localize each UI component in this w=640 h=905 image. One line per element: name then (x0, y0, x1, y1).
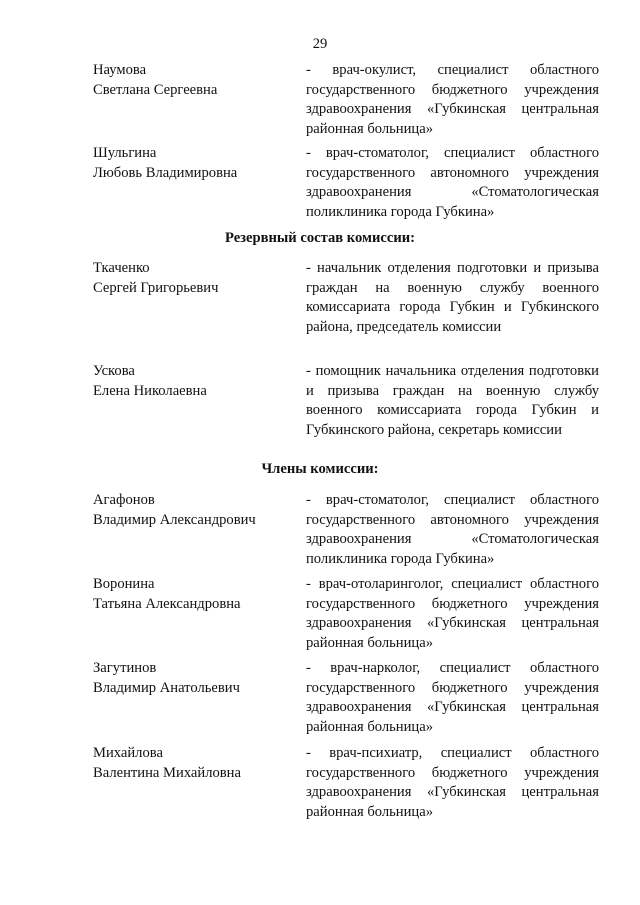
member-role: - начальник отделения подготовки и призыва граждан на военную службу военного комиссариата города Губкин и Губкинского района, председатель комиссии (306, 260, 599, 335)
member-surname: Ускова (93, 363, 135, 379)
member-surname: Воронина (93, 576, 155, 592)
member-role: - врач-нарколог, специалист областного государственного бюджетного учреждения здравоохранения «Губкинская центральная районная больница» (306, 660, 599, 735)
member-given-name: Валентина Михайловна (93, 764, 241, 781)
member-name (93, 362, 293, 401)
member-given-name: Светлана Сергеевна (93, 81, 218, 98)
member-surname: Михайлова (93, 745, 163, 761)
member-name (93, 659, 293, 698)
member-given-name: Татьяна Александровна (93, 595, 241, 612)
member-role: - врач-психиатр, специалист областного государственного бюджетного учреждения здравоохранения «Губкинская центральная районная больница» (306, 745, 599, 820)
members-section-heading: Члены комиссии: (261, 461, 379, 477)
member-surname: Ткаченко (93, 260, 150, 276)
member-surname: Агафонов (93, 492, 155, 508)
member-name (93, 144, 293, 183)
member-role: - помощник начальника отделения подготовки и призыва граждан на военную службу военного комиссариата города Губкин и Губкинского района, секретарь комиссии (306, 363, 599, 438)
member-role: - врач-стоматолог, специалист областного государственного автономного учреждения здравоохранения «Стоматологическая поликлиника города Губкина» (306, 492, 599, 567)
member-name (93, 575, 293, 614)
member-surname: Шульгина (93, 145, 157, 161)
member-name (93, 259, 293, 298)
member-given-name: Любовь Владимировна (93, 164, 238, 181)
reserve-section-heading: Резервный состав комиссии: (224, 230, 416, 246)
member-given-name: Елена Николаевна (93, 382, 207, 399)
member-role: - врач-стоматолог, специалист областного государственного автономного учреждения здравоохранения «Стоматологическая поликлиника города Губкина» (306, 145, 599, 220)
member-given-name: Владимир Александрович (93, 511, 256, 528)
member-surname: Загутинов (93, 660, 157, 676)
member-name (93, 491, 293, 530)
member-name (93, 61, 293, 100)
member-role: - врач-отоларинголог, специалист областного государственного бюджетного учреждения здравоохранения «Губкинская центральная районная больница» (306, 576, 599, 651)
page-number: 29 (312, 36, 328, 52)
member-surname: Наумова (93, 62, 147, 78)
member-given-name: Владимир Анатольевич (93, 679, 240, 696)
member-name (93, 744, 293, 783)
member-given-name: Сергей Григорьевич (93, 279, 219, 296)
member-role: - врач-окулист, специалист областного государственного бюджетного учреждения здравоохранения «Губкинская центральная районная больница» (306, 62, 599, 137)
